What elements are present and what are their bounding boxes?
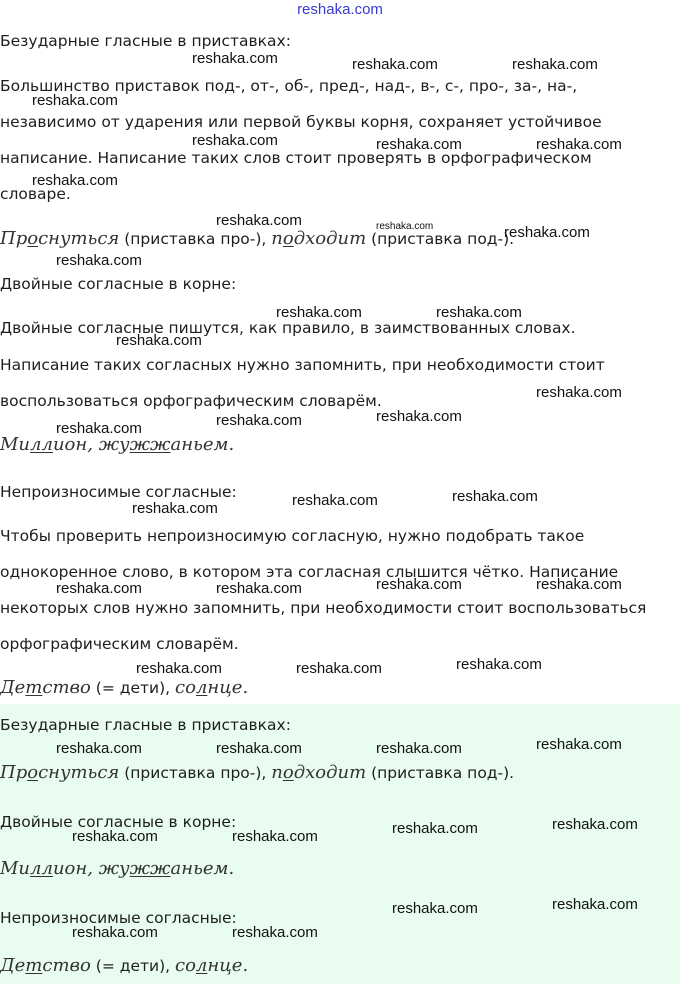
example-prefixes [0, 227, 514, 251]
watermark: reshaka.com [536, 384, 622, 401]
example-word: подходит [271, 228, 367, 249]
watermark: reshaka.com [216, 740, 302, 757]
watermark: reshaka.com [452, 488, 538, 505]
section-title-unstressed-vowels: Безударные гласные в приставках: [0, 32, 291, 50]
paragraph-line: некоторых слов нужно запомнить, при необходимости стоит воспользоваться [0, 599, 647, 617]
watermark: reshaka.com [116, 332, 202, 349]
paragraph-line: Большинство приставок под-, от-, об-, пред-, над-, в-, с-, про-, за-, на-, [0, 77, 578, 95]
watermark: reshaka.com [392, 900, 478, 917]
paragraph-line: Написание таких согласных нужно запомнить, при необходимости стоит [0, 356, 605, 374]
watermark: reshaka.com [132, 500, 218, 517]
watermark: reshaka.com [296, 660, 382, 677]
watermark: reshaka.com [192, 132, 278, 149]
watermark: reshaka.com [536, 136, 622, 153]
paragraph-line: Двойные согласные пишутся, как правило, в заимствованных словах. [0, 319, 576, 337]
watermark: reshaka.com [456, 656, 542, 673]
watermark: reshaka.com [376, 408, 462, 425]
watermark: reshaka.com [232, 924, 318, 941]
watermark: reshaka.com [32, 92, 118, 109]
paragraph-line: воспользоваться орфографическим словарём. [0, 392, 382, 410]
summary-title-unstressed-vowels: Безударные гласные в приставках: [0, 716, 291, 734]
paragraph-line: однокоренное слово, в котором эта согласная слышится чётко. Написание [0, 563, 619, 581]
watermark: reshaka.com [376, 740, 462, 757]
example-note: (приставка под-). [366, 230, 515, 248]
example-double-consonants: Миллион, жужжаньем. [0, 434, 235, 455]
watermark: reshaka.com [136, 660, 222, 677]
watermark: reshaka.com [392, 820, 478, 837]
watermark: reshaka.com [32, 172, 118, 189]
example-note: (приставка про-), [119, 230, 272, 248]
watermark: reshaka.com [376, 221, 434, 232]
paragraph-line: независимо от ударения или первой буквы корня, сохраняет устойчивое [0, 113, 602, 131]
watermark: reshaka.com [56, 580, 142, 597]
watermark: reshaka.com [512, 56, 598, 73]
site-header-link[interactable]: reshaka.com [297, 1, 383, 18]
watermark: reshaka.com [192, 50, 278, 67]
watermark: reshaka.com [504, 224, 590, 241]
summary-example-prefixes: Проснуться (приставка про-), подходит (приставка под-). [0, 762, 515, 783]
example-word: Проснуться [0, 228, 120, 249]
watermark: reshaka.com [216, 412, 302, 429]
summary-title-double-consonants: Двойные согласные в корне: [0, 813, 237, 831]
watermark: reshaka.com [56, 252, 142, 269]
paragraph-line: орфографическим словарём. [0, 635, 239, 653]
summary-example-double-consonants: Миллион, жужжаньем. [0, 858, 235, 879]
summary-example-silent-consonants: Детство (= дети), солнце. [0, 955, 249, 976]
summary-title-silent-consonants: Непроизносимые согласные: [0, 909, 237, 927]
paragraph-line: словаре. [0, 185, 71, 203]
watermark: reshaka.com [376, 576, 462, 593]
paragraph-line: Чтобы проверить непроизносимую согласную, нужно подобрать такое [0, 527, 585, 545]
paragraph-line: написание. Написание таких слов стоит проверять в орфографическом [0, 149, 592, 167]
watermark: reshaka.com [536, 736, 622, 753]
watermark: reshaka.com [352, 56, 438, 73]
watermark: reshaka.com [216, 212, 302, 229]
watermark: reshaka.com [536, 576, 622, 593]
watermark: reshaka.com [292, 492, 378, 509]
watermark: reshaka.com [216, 580, 302, 597]
watermark: reshaka.com [276, 304, 362, 321]
watermark: reshaka.com [376, 136, 462, 153]
example-silent-consonants: Детство (= дети), солнце. [0, 677, 249, 698]
watermark: reshaka.com [232, 828, 318, 845]
section-title-double-consonants: Двойные согласные в корне: [0, 275, 237, 293]
watermark: reshaka.com [72, 828, 158, 845]
watermark: reshaka.com [56, 420, 142, 437]
watermark: reshaka.com [72, 924, 158, 941]
section-title-silent-consonants: Непроизносимые согласные: [0, 483, 237, 501]
watermark: reshaka.com [552, 896, 638, 913]
watermark: reshaka.com [56, 740, 142, 757]
watermark: reshaka.com [552, 816, 638, 833]
watermark: reshaka.com [436, 304, 522, 321]
